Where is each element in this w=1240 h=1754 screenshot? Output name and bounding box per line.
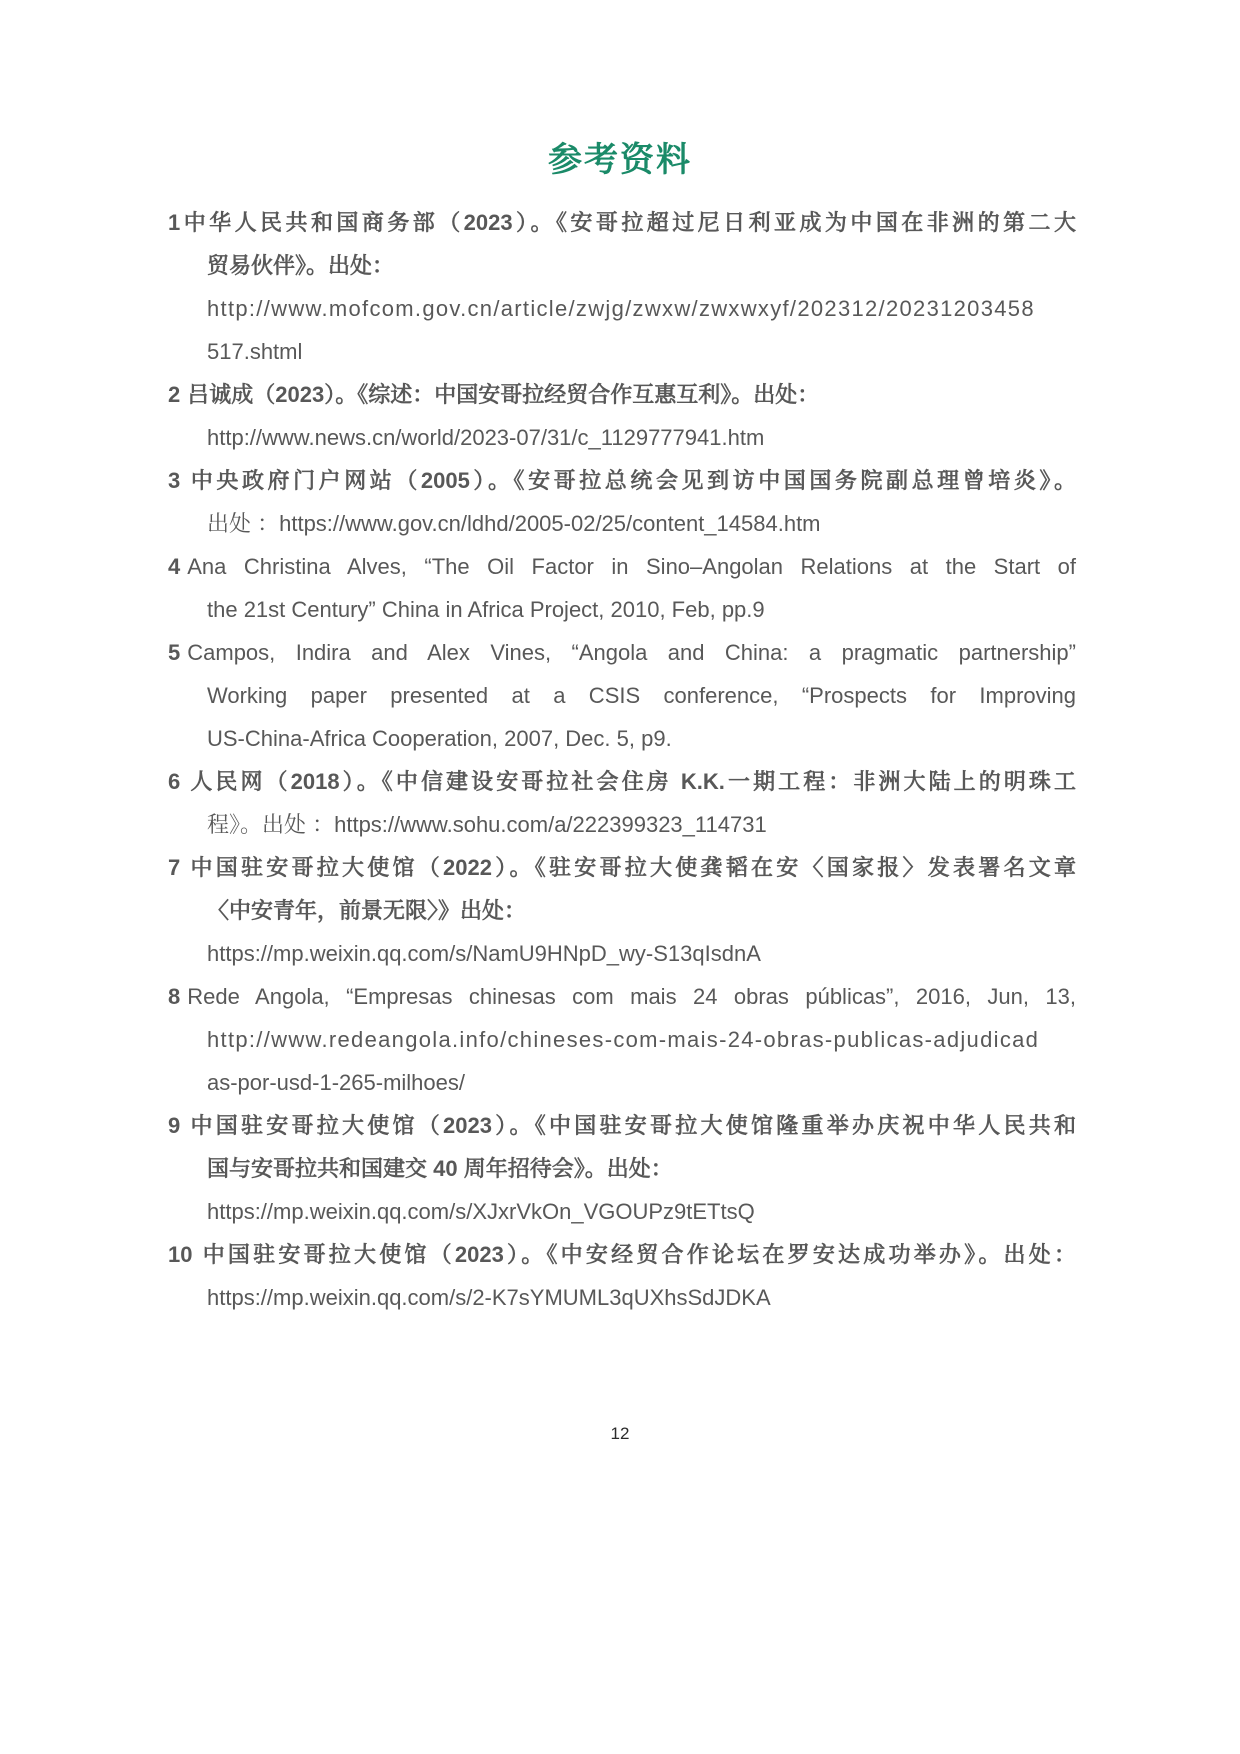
reference-text: Rede Angola, “Empresas chinesas com mais 24 obras públicas”, 2016, Jun, 13,	[187, 984, 1076, 1009]
reference-text: 中国驻安哥拉大使馆（2022）。《驻安哥拉大使龚韬在安〈国家报〉发表署名文章	[187, 855, 1076, 880]
reference-number: 3	[168, 468, 181, 493]
reference-number: 9	[168, 1113, 181, 1138]
reference-number: 8	[168, 984, 181, 1009]
reference-line	[168, 975, 1076, 1018]
reference-line: Working paper presented at a CSIS conference, “Prospects for Improving	[207, 683, 1076, 708]
reference-line	[168, 1104, 1076, 1147]
reference-line	[168, 760, 1076, 803]
reference-url: http://www.mofcom.gov.cn/article/zwjg/zwxw/zwxwxyf/202312/20231203458	[207, 296, 1035, 321]
reference-number: 10	[168, 1242, 193, 1267]
reference-line	[168, 631, 1076, 674]
reference-number: 5	[168, 640, 181, 665]
reference-text: 中华人民共和国商务部（2023）。《安哥拉超过尼日利亚成为中国在非洲的第二大	[180, 210, 1076, 235]
reference-item-3	[168, 459, 1076, 545]
reference-line: 国与安哥拉共和国建交 40 周年招待会》。出处：	[207, 1156, 673, 1181]
reference-item-5	[168, 631, 1076, 760]
reference-line	[168, 201, 1076, 244]
reference-number: 4	[168, 554, 181, 579]
reference-line: US-China-Africa Cooperation, 2007, Dec. 5, p9.	[207, 726, 672, 751]
reference-url: 517.shtml	[207, 339, 303, 364]
reference-text: Campos, Indira and Alex Vines, “Angola and China: a pragmatic partnership”	[187, 640, 1076, 665]
reference-line	[168, 1233, 1076, 1276]
reference-number: 6	[168, 769, 181, 794]
reference-url: https://mp.weixin.qq.com/s/XJxrVkOn_VGOUPz9tETtsQ	[207, 1199, 755, 1224]
reference-line: 〈中安青年，前景无限〉》出处：	[207, 898, 527, 923]
reference-item-6	[168, 760, 1076, 846]
reference-url: http://www.news.cn/world/2023-07/31/c_1129777941.htm	[207, 425, 765, 450]
reference-line	[168, 545, 1076, 588]
reference-item-7	[168, 846, 1076, 975]
reference-url: https://mp.weixin.qq.com/s/NamU9HNpD_wy-S13qIsdnA	[207, 941, 761, 966]
reference-item-2	[168, 373, 1076, 459]
reference-item-4	[168, 545, 1076, 631]
reference-line	[168, 459, 1076, 502]
reference-url: http://www.redeangola.info/chineses-com-mais-24-obras-publicas-adjudicad	[207, 1027, 1040, 1052]
reference-number: 7	[168, 855, 181, 880]
reference-item-10	[168, 1233, 1076, 1319]
reference-text: 吕诚成（2023）。《综述：中国安哥拉经贸合作互惠互利》。出处：	[187, 382, 820, 407]
page-number: 12	[610, 1424, 630, 1443]
reference-text: 中国驻安哥拉大使馆（2023）。《中安经贸合作论坛在罗安达成功举办》。出处：	[199, 1242, 1076, 1267]
reference-text: 人民网（2018）。《中信建设安哥拉社会住房 K.K.一期工程：非洲大陆上的明珠工	[187, 769, 1076, 794]
reference-line: 贸易伙伴》。出处：	[207, 253, 395, 278]
reference-number: 1	[168, 210, 181, 235]
reference-line	[168, 846, 1076, 889]
references-list	[168, 201, 1076, 1319]
reference-url: https://mp.weixin.qq.com/s/2-K7sYMUML3qUXhsSdJDKA	[207, 1285, 771, 1310]
reference-number: 2	[168, 382, 181, 407]
page-title: 参考资料	[548, 141, 692, 179]
reference-item-9	[168, 1104, 1076, 1233]
reference-url: 出处 ：https://www.gov.cn/ldhd/2005-02/25/content_14584.htm	[207, 511, 821, 536]
reference-url: as-por-usd-1-265-milhoes/	[207, 1070, 465, 1095]
reference-text: 中央政府门户网站（2005）。《安哥拉总统会见到访中国国务院副总理曾培炎》。	[187, 468, 1076, 493]
reference-item-1	[168, 201, 1076, 373]
reference-item-8	[168, 975, 1076, 1104]
reference-line	[168, 373, 1076, 416]
reference-text: 中国驻安哥拉大使馆（2023）。《中国驻安哥拉大使馆隆重举办庆祝中华人民共和	[187, 1113, 1076, 1138]
reference-url: 程》。出处 ：https://www.sohu.com/a/222399323_114731	[207, 812, 767, 837]
reference-line: the 21st Century” China in Africa Project, 2010, Feb, pp.9	[207, 597, 765, 622]
reference-text: Ana Christina Alves, “The Oil Factor in Sino–Angolan Relations at the Start of	[187, 554, 1076, 579]
